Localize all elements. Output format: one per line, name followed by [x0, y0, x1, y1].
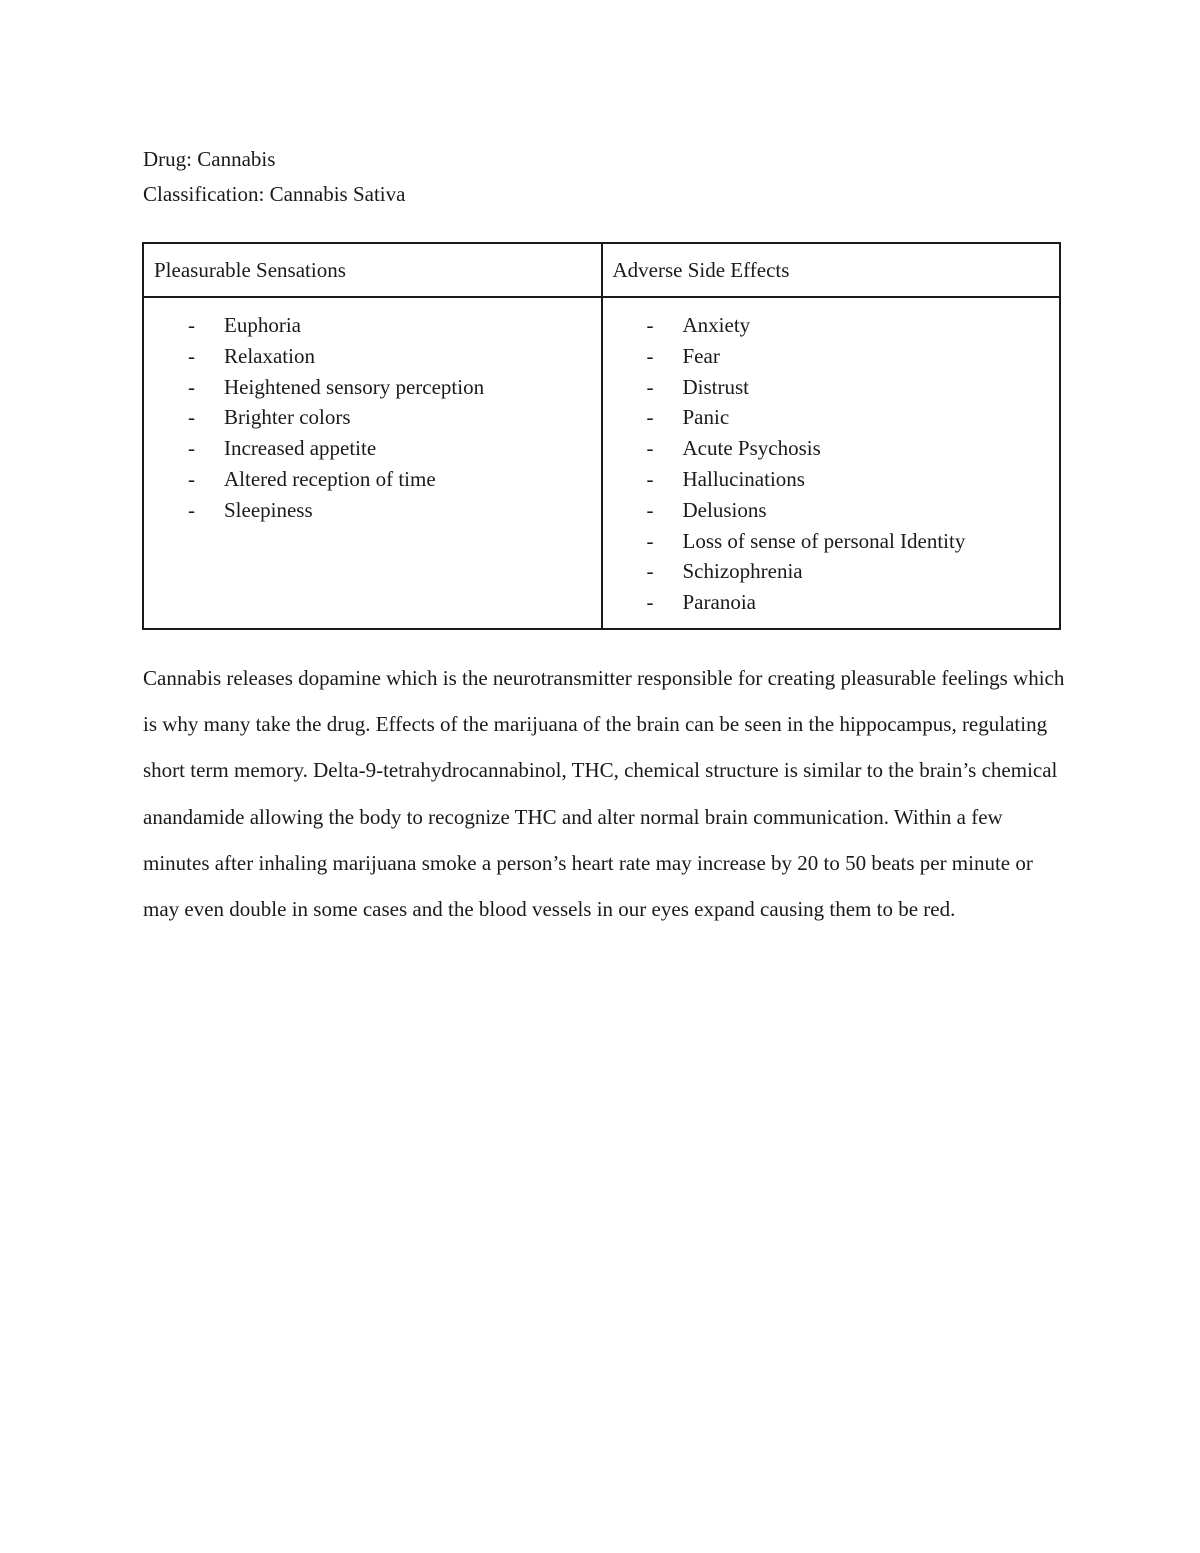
classification-line: Classification: Cannabis Sativa — [143, 182, 406, 206]
list-item-label: Brighter colors — [224, 405, 351, 430]
list-item-label: Increased appetite — [224, 436, 377, 461]
effects-table — [142, 242, 1061, 630]
list-item — [154, 464, 591, 495]
list-item-label: Altered reception of time — [224, 466, 436, 491]
list-item-label: Loss of sense of personal Identity — [682, 528, 966, 553]
document-header — [143, 142, 405, 212]
list-item-label: Paranoia — [682, 590, 756, 615]
list-item — [613, 556, 1050, 587]
list-item — [613, 526, 1050, 557]
list-item-label: Fear — [682, 343, 720, 368]
list-item-label: Sleepiness — [224, 497, 313, 522]
adverse-cell — [602, 297, 1061, 629]
adverse-list — [613, 310, 1050, 618]
list-item-label: Schizophrenia — [682, 559, 803, 584]
bullet-dash: - — [646, 559, 654, 584]
bullet-dash: - — [646, 590, 654, 615]
list-item-label: Anxiety — [682, 313, 751, 337]
pleasurable-list — [154, 310, 591, 526]
list-item-label: Panic — [682, 405, 730, 430]
list-item — [613, 433, 1050, 464]
list-item — [613, 341, 1050, 372]
list-item-label: Distrust — [682, 374, 750, 399]
header-adverse-side-effects: Adverse Side Effects — [602, 243, 1061, 297]
bullet-dash: - — [188, 466, 195, 491]
bullet-dash: - — [188, 374, 195, 399]
list-item — [613, 495, 1050, 526]
list-item — [613, 587, 1050, 618]
body-paragraph: Cannabis releases dopamine which is the neurotransmitter responsible for creating pleasurable feelings which is why many take the drug. Effects of the marijuana of the brain can be seen in the hippocampus, regulating short term memory. Delta-9-tetrahydrocannabinol, THC, chemical structure is similar to the brain’s chemical anandamide allowing the body to recognize THC and alter normal brain communication. Within a few minutes after inhaling marijuana smoke a person’s heart rate may increase by 20 to 50 beats per minute or may even double in some cases and the blood vessels in our eyes expand causing them to be red. — [143, 666, 1065, 922]
bullet-dash: - — [646, 528, 654, 553]
list-item — [613, 372, 1050, 403]
bullet-dash: - — [646, 343, 654, 368]
bullet-dash: - — [188, 497, 195, 522]
list-item — [613, 402, 1050, 433]
bullet-dash: - — [188, 436, 195, 461]
list-item — [154, 402, 591, 433]
bullet-dash: - — [646, 466, 654, 491]
table-body-row — [143, 297, 1060, 629]
header-pleasurable-sensations: Pleasurable Sensations — [143, 243, 602, 297]
bullet-dash: - — [646, 436, 654, 461]
bullet-dash: - — [646, 405, 654, 430]
list-item-label: Delusions — [682, 497, 767, 522]
list-item-label: Acute Psychosis — [682, 436, 821, 461]
list-item — [154, 372, 591, 403]
list-item — [613, 310, 1050, 341]
list-item-label: Euphoria — [224, 313, 301, 337]
pleasurable-cell — [143, 297, 602, 629]
list-item — [154, 495, 591, 526]
bullet-dash: - — [188, 343, 195, 368]
list-item-label: Hallucinations — [682, 466, 805, 491]
bullet-dash: - — [188, 405, 195, 430]
list-item-label: Relaxation — [224, 343, 315, 368]
bullet-dash: - — [646, 497, 654, 522]
list-item — [154, 433, 591, 464]
table-header-row — [143, 243, 1060, 297]
bullet-dash: - — [188, 313, 195, 337]
list-item — [154, 310, 591, 341]
list-item-label: Heightened sensory perception — [224, 374, 485, 399]
list-item — [154, 341, 591, 372]
list-item — [613, 464, 1050, 495]
bullet-dash: - — [646, 374, 654, 399]
bullet-dash: - — [646, 313, 654, 337]
drug-line: Drug: Cannabis — [143, 147, 276, 171]
